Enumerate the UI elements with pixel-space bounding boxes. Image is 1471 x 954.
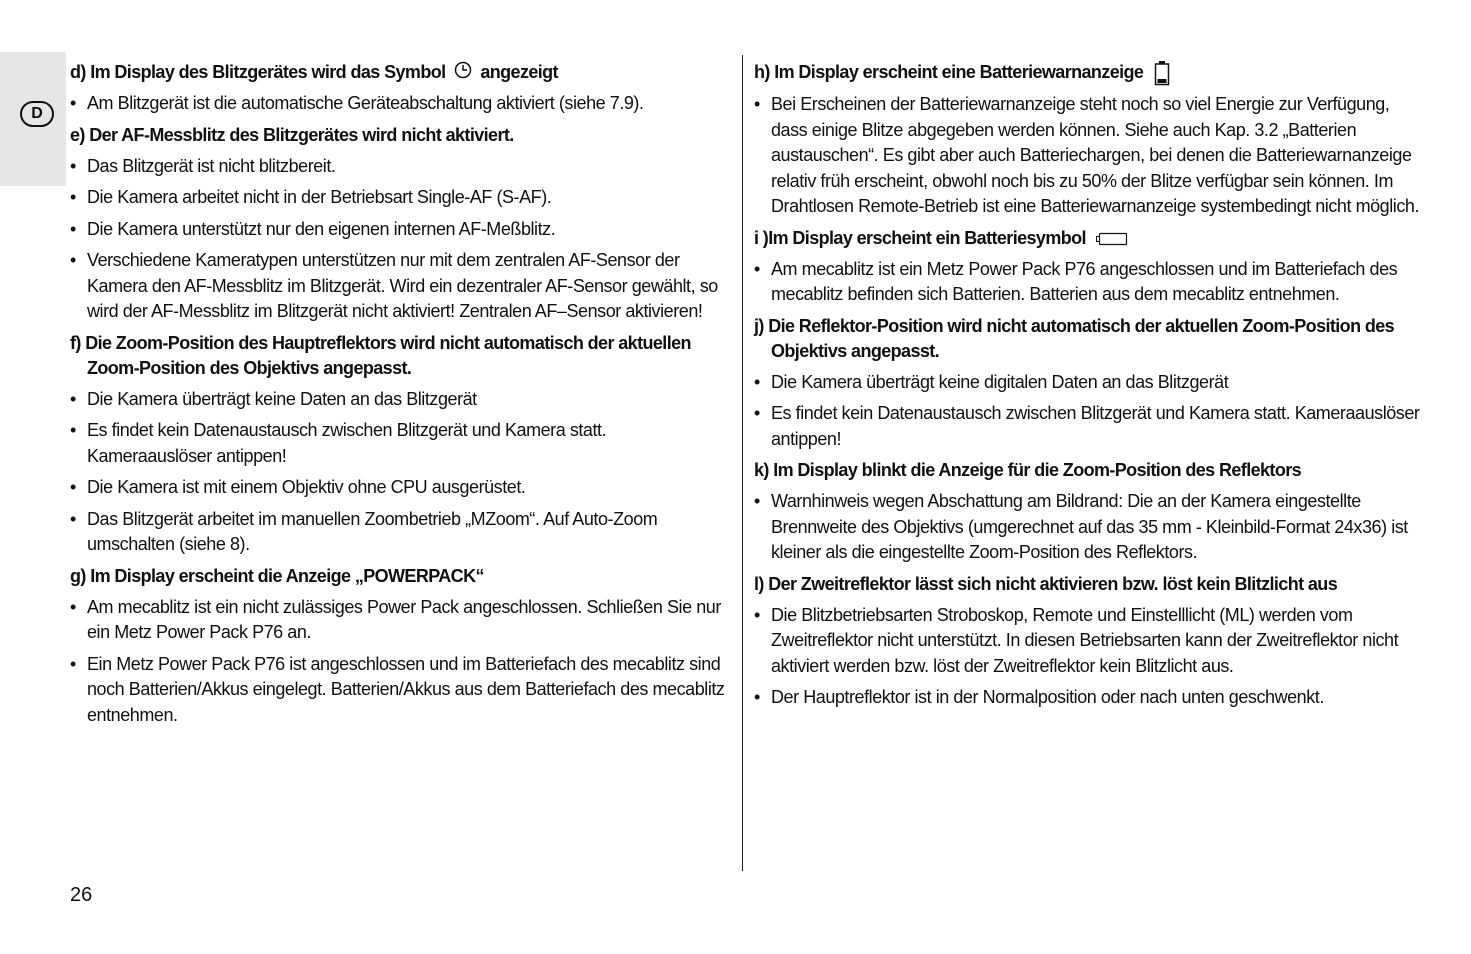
battery-icon (1096, 232, 1128, 246)
heading-i: i )Im Display erscheint ein Batteriesymbol (754, 226, 1424, 251)
right-column (754, 60, 1424, 717)
heading-f: f) Die Zoom-Position des Hauptreflektors wird nicht automatisch der aktuellen Zoom-Position des Objektivs angepasst. (70, 332, 691, 378)
column-divider (742, 55, 743, 871)
list-item: • Ein Metz Power Pack P76 ist angeschlossen und im Batteriefach des mecablitz sind noch Batterien/Akkus eingelegt. Batterien/Akkus aus dem Batteriefach des mecablitz entnehmen. (70, 652, 730, 729)
list-item: • Die Kamera unterstützt nur den eigenen internen AF-Meßblitz. (70, 217, 730, 243)
list-item: • Die Kamera überträgt keine Daten an das Blitzgerät (70, 387, 730, 413)
list-item: • Warnhinweis wegen Abschattung am Bildrand: Die an der Kamera eingestellte Brennweite des Objektivs (umgerechnet auf das 35 mm - Kleinbild-Format 24x36) ist kleiner als die eingestellte Zoom-Position des Reflektors. (754, 489, 1424, 566)
list-item: • Das Blitzgerät arbeitet im manuellen Zoombetrieb „MZoom“. Auf Auto-Zoom umschalten (siehe 8). (70, 507, 730, 558)
language-badge: D (20, 101, 54, 127)
clock-timer-icon (453, 60, 473, 80)
list-item: • Die Kamera ist mit einem Objektiv ohne CPU ausgerüstet. (70, 475, 730, 501)
heading-e: e) Der AF-Messblitz des Blitzgerätes wird nicht aktiviert. (70, 124, 514, 145)
heading-l: l) Der Zweitreflektor lässt sich nicht aktivieren bzw. löst kein Blitzlicht aus (754, 573, 1338, 594)
list-item: • Der Hauptreflektor ist in der Normalposition oder nach unten geschwenkt. (754, 685, 1424, 711)
list-item: • Das Blitzgerät ist nicht blitzbereit. (70, 154, 730, 180)
heading-d: d) Im Display des Blitzgerätes wird das Symbol angezeigt (70, 62, 558, 82)
page-number: 26 (70, 884, 93, 906)
list-item: • Die Blitzbetriebsarten Stroboskop, Remote und Einstelllicht (ML) werden vom Zweitreflektor nicht unterstützt. In diesen Betriebsarten kann der Zweitreflektor nicht aktiviert werden bzw. löst der Zweitreflektor kein Blitzlicht aus. (754, 603, 1424, 680)
list-item: • Am mecablitz ist ein Metz Power Pack P76 angeschlossen und im Batteriefach des mecablitz befinden sich Batterien. Batterien aus dem mecablitz entnehmen. (754, 257, 1424, 308)
heading-j: j) Die Reflektor-Position wird nicht automatisch der aktuellen Zoom-Position des Objektivs angepasst. (754, 315, 1395, 361)
list-item: • Am Blitzgerät ist die automatische Geräteabschaltung aktiviert (siehe 7.9). (70, 91, 730, 117)
battery-warning-icon (1154, 60, 1170, 86)
list-item: • Die Kamera arbeitet nicht in der Betriebsart Single-AF (S-AF). (70, 185, 730, 211)
left-column (70, 60, 730, 734)
list-item: • Verschiedene Kameratypen unterstützen nur mit dem zentralen AF-Sensor der Kamera den AF-Messblitz im Blitzgerät. Wird ein dezentraler AF-Sensor gewählt, so wird der AF-Messblitz im Blitzgerät nicht aktiviert! Zentralen AF–Sensor aktivieren! (70, 248, 730, 325)
heading-g: g) Im Display erscheint die Anzeige „POWERPACK“ (70, 565, 484, 586)
list-item: • Es findet kein Datenaustausch zwischen Blitzgerät und Kamera statt. Kameraauslöser antippen! (754, 401, 1424, 452)
heading-k: k) Im Display blinkt die Anzeige für die Zoom-Position des Reflektors (754, 460, 1302, 481)
list-item: • Es findet kein Datenaustausch zwischen Blitzgerät und Kamera statt. Kameraauslöser antippen! (70, 418, 730, 469)
list-item: • Die Kamera überträgt keine digitalen Daten an das Blitzgerät (754, 370, 1424, 396)
heading-h: h) Im Display erscheint eine Batteriewarnanzeige (754, 60, 1424, 86)
list-item: • Am mecablitz ist ein nicht zulässiges Power Pack angeschlossen. Schließen Sie nur ein Metz Power Pack P76 an. (70, 595, 730, 646)
list-item: • Bei Erscheinen der Batteriewarnanzeige steht noch so viel Energie zur Verfügung, dass einige Blitze abgegeben werden können. Siehe auch Kap. 3.2 „Batterien austauschen“. Es gibt aber auch Batteriechargen, bei denen die Batteriewarnanzeige relativ früh erscheint, obwohl noch bis zu 50% der Blitze verfügbar sein können. Im Drahtlosen Remote-Betrieb ist eine Batteriewarnanzeige systembedingt nicht möglich. (754, 92, 1424, 220)
